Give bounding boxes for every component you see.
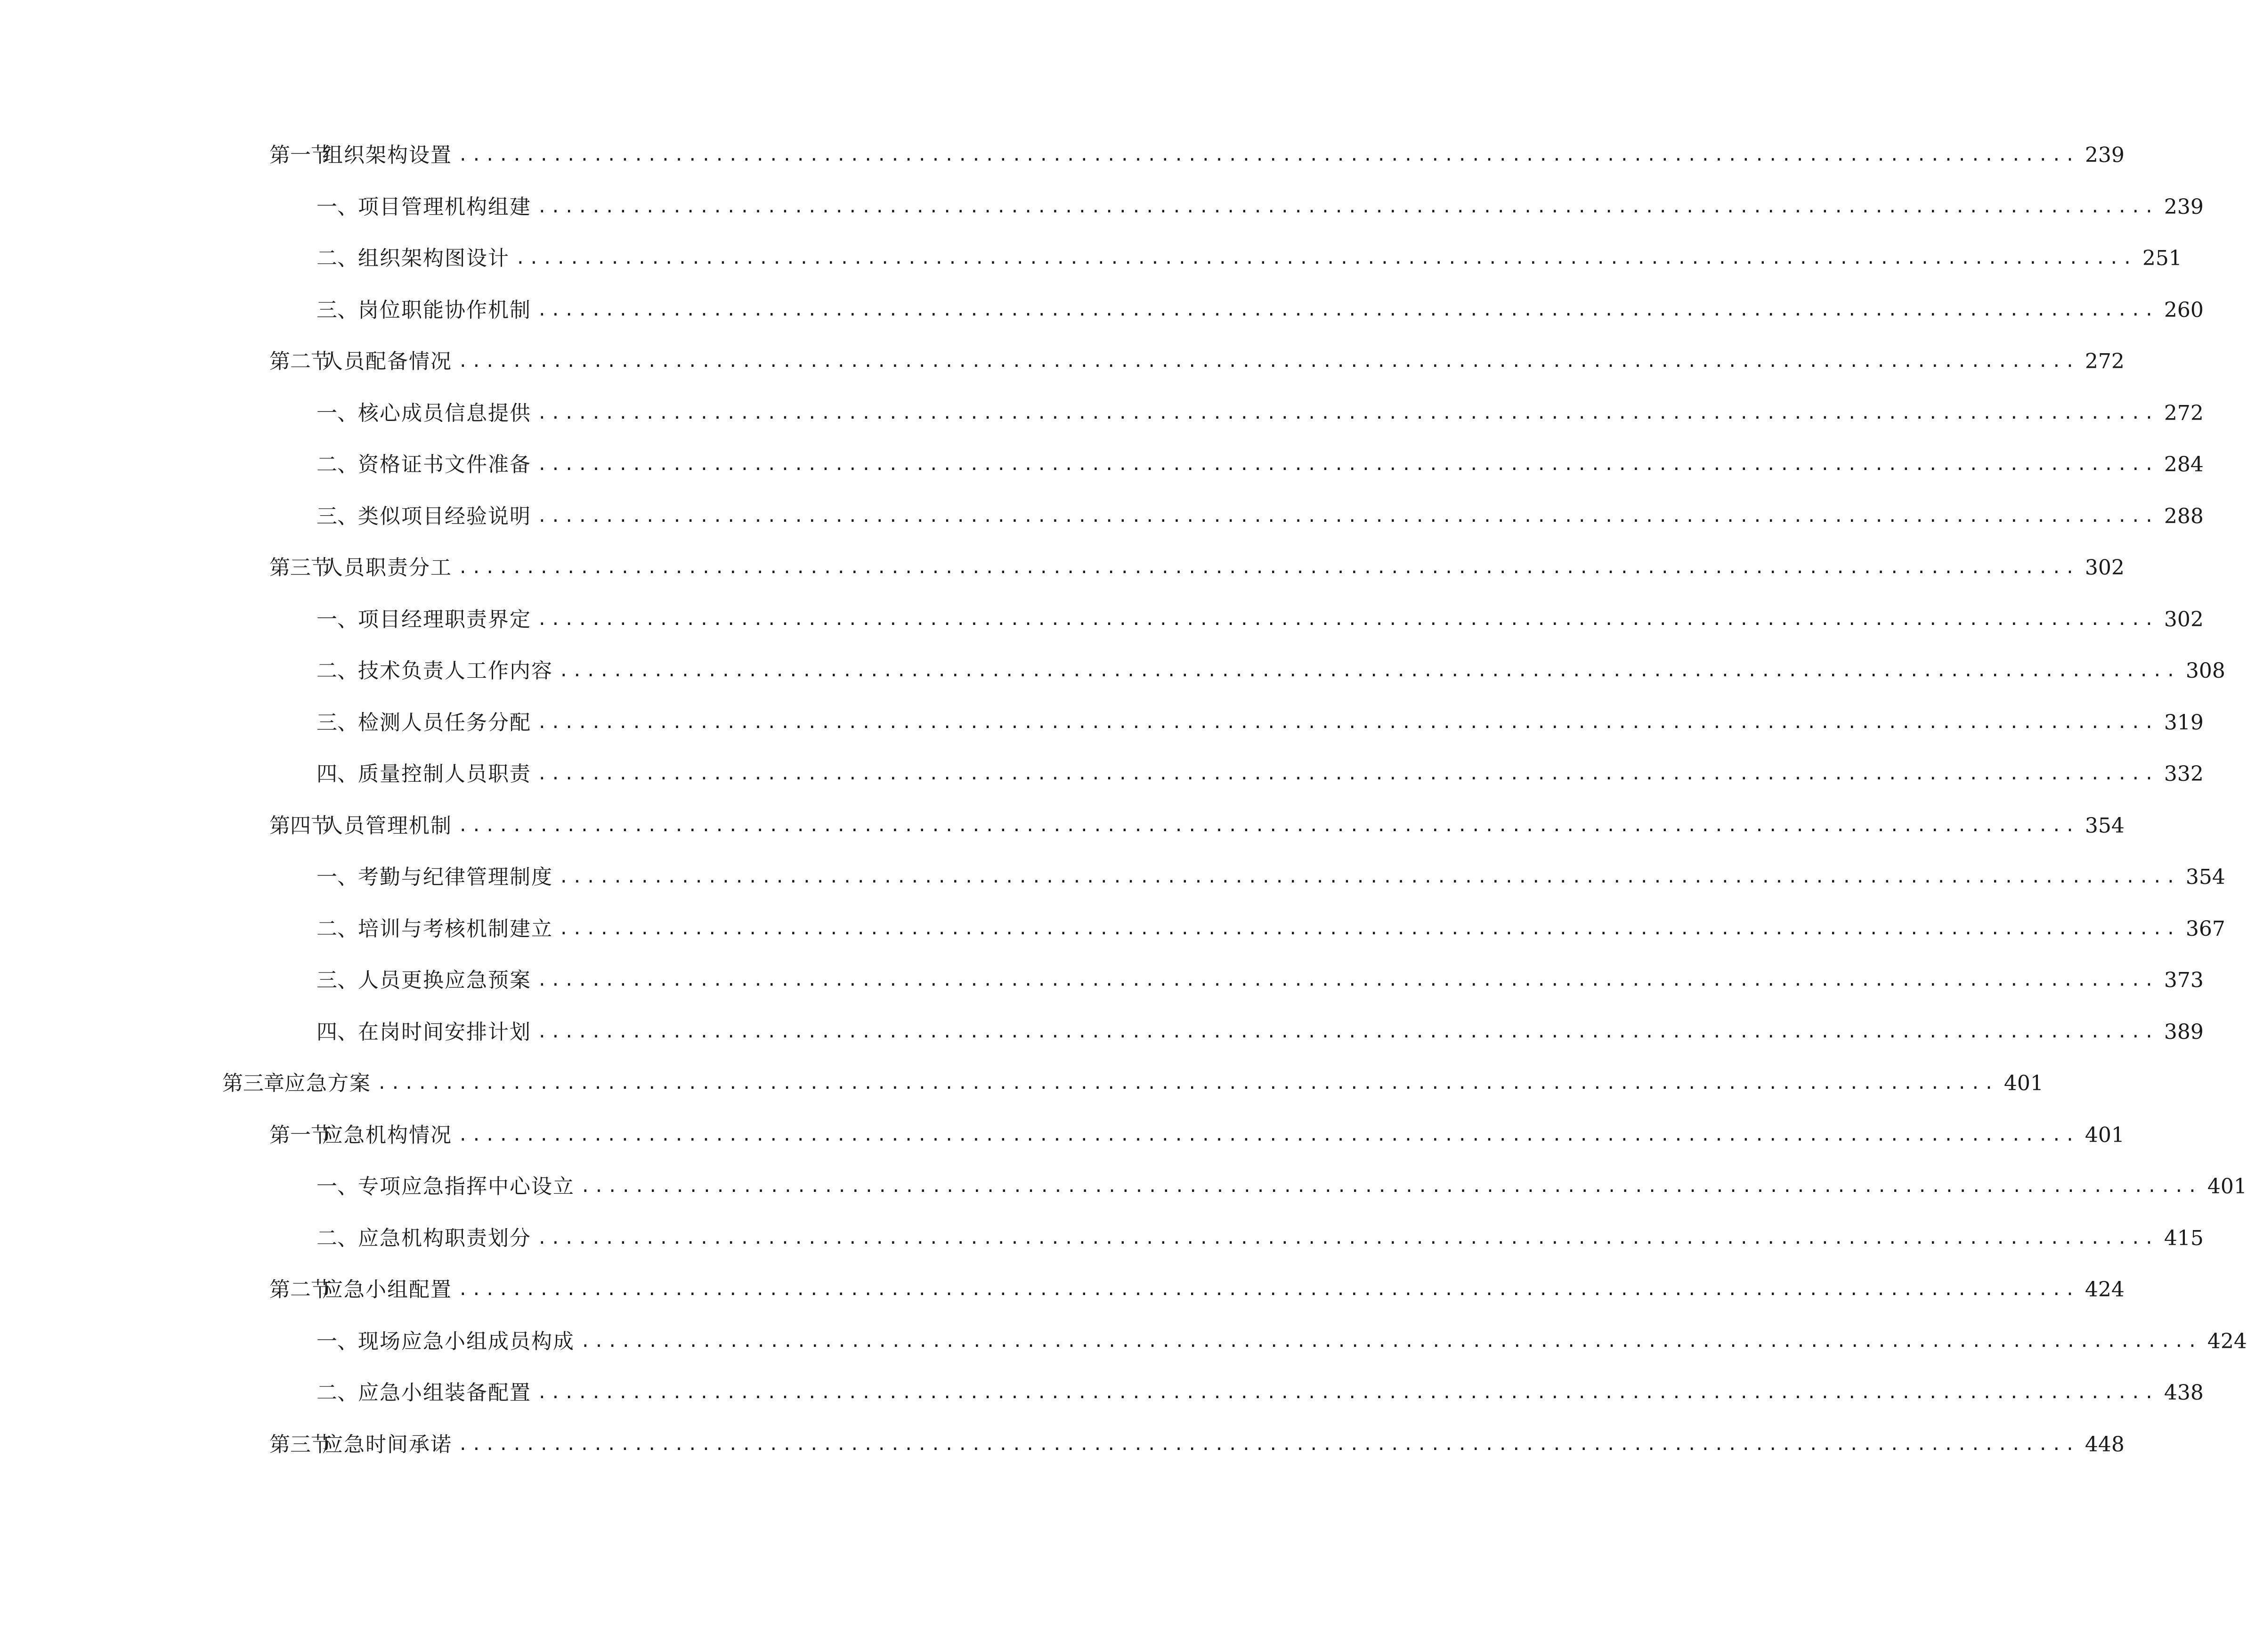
toc-dot-leader: ........................................................................................................................ — [580, 1177, 2201, 1196]
toc-entry-number: 一、 — [316, 607, 358, 632]
toc-entry[interactable] — [316, 1013, 2204, 1051]
toc-entry-number: 第一节 — [269, 1123, 332, 1147]
toc-entry-title: 组织架构设置 — [322, 143, 452, 167]
toc-dot-leader: ........................................................................................................................ — [537, 300, 2158, 320]
toc-entry-title: 人员配备情况 — [322, 349, 452, 373]
toc-entry[interactable] — [316, 240, 2182, 277]
toc-entry-title: 组织架构图设计 — [358, 246, 510, 270]
toc-entry-page-number: 272 — [2164, 401, 2204, 425]
toc-dot-leader: ........................................................................................................................ — [458, 1435, 2078, 1454]
toc-entry-page-number: 354 — [2085, 814, 2125, 838]
toc-dot-leader: ........................................................................................................................ — [559, 661, 2179, 680]
toc-dot-leader: ........................................................................................................................ — [537, 404, 2158, 423]
toc-entry-page-number: 302 — [2085, 556, 2125, 580]
toc-entry-page-number: 260 — [2164, 298, 2204, 322]
toc-entry-page-number: 308 — [2185, 659, 2225, 683]
toc-entry-page-number: 239 — [2164, 195, 2204, 219]
toc-dot-leader: ........................................................................................................................ — [537, 507, 2158, 526]
toc-entry-title: 考勤与纪律管理制度 — [358, 865, 553, 889]
toc-entry-page-number: 438 — [2164, 1381, 2204, 1405]
toc-dot-leader: ........................................................................................................................ — [458, 146, 2078, 165]
toc-entry-title: 现场应急小组成员构成 — [358, 1329, 575, 1353]
toc-entry-page-number: 319 — [2164, 711, 2204, 735]
toc-dot-leader: ........................................................................................................................ — [537, 197, 2158, 217]
toc-dot-leader: ........................................................................................................................ — [458, 352, 2078, 371]
toc-entry-title: 应急小组装备配置 — [358, 1381, 531, 1405]
toc-entry-number: 第二节 — [269, 349, 332, 373]
toc-entry-title: 培训与考核机制建立 — [358, 917, 553, 941]
toc-entry-title: 技术负责人工作内容 — [358, 659, 553, 683]
toc-entry-number: 三、 — [316, 968, 358, 992]
toc-entry-title: 人员职责分工 — [322, 556, 452, 580]
toc-entry[interactable] — [316, 292, 2204, 329]
toc-entry-title: 应急机构职责划分 — [358, 1226, 531, 1250]
toc-entry[interactable] — [316, 652, 2225, 690]
toc-entry[interactable] — [316, 498, 2204, 535]
toc-entry-title: 应急小组配置 — [322, 1278, 452, 1302]
toc-entry-title: 应急时间承诺 — [322, 1433, 452, 1457]
toc-entry-number: 二、 — [316, 1226, 358, 1250]
toc-entry[interactable] — [269, 1117, 2125, 1154]
toc-entry-page-number: 251 — [2142, 246, 2182, 270]
toc-entry-title: 人员管理机制 — [322, 814, 452, 838]
toc-entry[interactable] — [316, 188, 2204, 226]
toc-entry[interactable] — [222, 1065, 2044, 1102]
toc-dot-leader: ........................................................................................................................ — [537, 971, 2158, 990]
toc-entry-title: 应急机构情况 — [322, 1123, 452, 1147]
toc-entry-page-number: 284 — [2164, 453, 2204, 477]
toc-entry-number: 一、 — [316, 195, 358, 219]
toc-dot-leader: ........................................................................................................................ — [537, 713, 2158, 732]
toc-entry-title: 应急方案 — [284, 1071, 371, 1095]
toc-entry[interactable] — [269, 137, 2125, 174]
toc-dot-leader: ........................................................................................................................ — [537, 764, 2158, 784]
toc-entry-number: 三、 — [316, 711, 358, 735]
toc-entry-number: 四、 — [316, 1020, 358, 1044]
toc-entry-page-number: 239 — [2085, 143, 2125, 167]
toc-entry[interactable] — [316, 395, 2204, 432]
toc-dot-leader: ........................................................................................................................ — [580, 1332, 2201, 1351]
toc-entry-number: 二、 — [316, 659, 358, 683]
toc-entry-number: 一、 — [316, 1174, 358, 1199]
toc-entry-page-number: 272 — [2085, 349, 2125, 373]
toc-entry-page-number: 373 — [2164, 968, 2204, 992]
toc-entry-title: 在岗时间安排计划 — [358, 1020, 531, 1044]
toc-dot-leader: ........................................................................................................................ — [458, 558, 2078, 577]
toc-entry-number: 第四节 — [269, 814, 332, 838]
toc-entry-number: 二、 — [316, 453, 358, 477]
toc-entry-title: 项目管理机构组建 — [358, 195, 531, 219]
toc-entry-number: 三、 — [316, 504, 358, 528]
toc-entry[interactable] — [316, 910, 2225, 948]
toc-entry-page-number: 424 — [2207, 1329, 2247, 1353]
toc-entry[interactable] — [316, 704, 2204, 742]
toc-entry-page-number: 389 — [2164, 1020, 2204, 1044]
toc-dot-leader: ........................................................................................................................ — [537, 455, 2158, 474]
toc-entry-title: 类似项目经验说明 — [358, 504, 531, 528]
toc-entry-page-number: 401 — [2207, 1174, 2247, 1199]
toc-dot-leader: ........................................................................................................................ — [458, 816, 2078, 835]
toc-entry-page-number: 302 — [2164, 607, 2204, 632]
toc-entry[interactable] — [269, 807, 2125, 845]
toc-dot-leader: ........................................................................................................................ — [537, 1022, 2158, 1042]
toc-entry-number: 二、 — [316, 246, 358, 270]
toc-dot-leader: ........................................................................................................................ — [377, 1074, 1997, 1093]
toc-entry-page-number: 448 — [2085, 1433, 2125, 1457]
toc-entry-page-number: 288 — [2164, 504, 2204, 528]
toc-dot-leader: ........................................................................................................................ — [458, 1126, 2078, 1145]
toc-entry-page-number: 415 — [2164, 1226, 2204, 1250]
toc-entry-number: 第二节 — [269, 1278, 332, 1302]
toc-dot-leader: ........................................................................................................................ — [515, 249, 2136, 268]
toc-dot-leader: ........................................................................................................................ — [537, 1383, 2158, 1402]
toc-dot-leader: ........................................................................................................................ — [559, 867, 2179, 887]
toc-entry-number: 二、 — [316, 917, 358, 941]
toc-entry[interactable] — [316, 1220, 2204, 1257]
toc-dot-leader: ........................................................................................................................ — [537, 1229, 2158, 1248]
toc-entry-number: 二、 — [316, 1381, 358, 1405]
toc-entry-title: 质量控制人员职责 — [358, 762, 531, 786]
toc-entry[interactable] — [316, 962, 2204, 999]
toc-entry-number: 第一节 — [269, 143, 332, 167]
toc-dot-leader: ........................................................................................................................ — [559, 919, 2179, 939]
toc-entry-title: 资格证书文件准备 — [358, 453, 531, 477]
toc-entry-number: 第三章 — [222, 1071, 284, 1095]
toc-entry[interactable] — [269, 549, 2125, 587]
toc-entry-number: 一、 — [316, 865, 358, 889]
toc-entry[interactable] — [316, 1374, 2204, 1412]
toc-entry-title: 核心成员信息提供 — [358, 401, 531, 425]
toc-entry-number: 第三节 — [269, 1433, 332, 1457]
toc-entry[interactable] — [316, 601, 2204, 639]
toc-entry[interactable] — [269, 343, 2125, 381]
toc-entry[interactable] — [269, 1426, 2125, 1464]
toc-entry[interactable] — [316, 1168, 2247, 1206]
toc-entry-number: 四、 — [316, 762, 358, 786]
toc-entry[interactable] — [316, 446, 2204, 484]
toc-entry[interactable] — [316, 755, 2204, 793]
toc-entry-page-number: 332 — [2164, 762, 2204, 786]
toc-entry-number: 三、 — [316, 298, 358, 322]
toc-entry-title: 岗位职能协作机制 — [358, 298, 531, 322]
toc-entry[interactable] — [316, 858, 2225, 896]
toc-dot-leader: ........................................................................................................................ — [537, 610, 2158, 629]
toc-dot-leader: ........................................................................................................................ — [458, 1280, 2078, 1299]
toc-entry[interactable] — [269, 1271, 2125, 1309]
toc-entry-page-number: 401 — [2004, 1071, 2044, 1095]
toc-entry[interactable] — [316, 1323, 2247, 1360]
toc-entry-number: 第三节 — [269, 556, 332, 580]
toc-entry-number: 一、 — [316, 1329, 358, 1353]
toc-entry-title: 检测人员任务分配 — [358, 711, 531, 735]
toc-entry-title: 项目经理职责界定 — [358, 607, 531, 632]
toc-entry-title: 人员更换应急预案 — [358, 968, 531, 992]
toc-entry-page-number: 424 — [2085, 1278, 2125, 1302]
toc-entry-page-number: 401 — [2085, 1123, 2125, 1147]
toc-entry-page-number: 354 — [2185, 865, 2225, 889]
toc-entry-number: 一、 — [316, 401, 358, 425]
toc-entry-page-number: 367 — [2185, 917, 2225, 941]
toc-entry-title: 专项应急指挥中心设立 — [358, 1174, 575, 1199]
